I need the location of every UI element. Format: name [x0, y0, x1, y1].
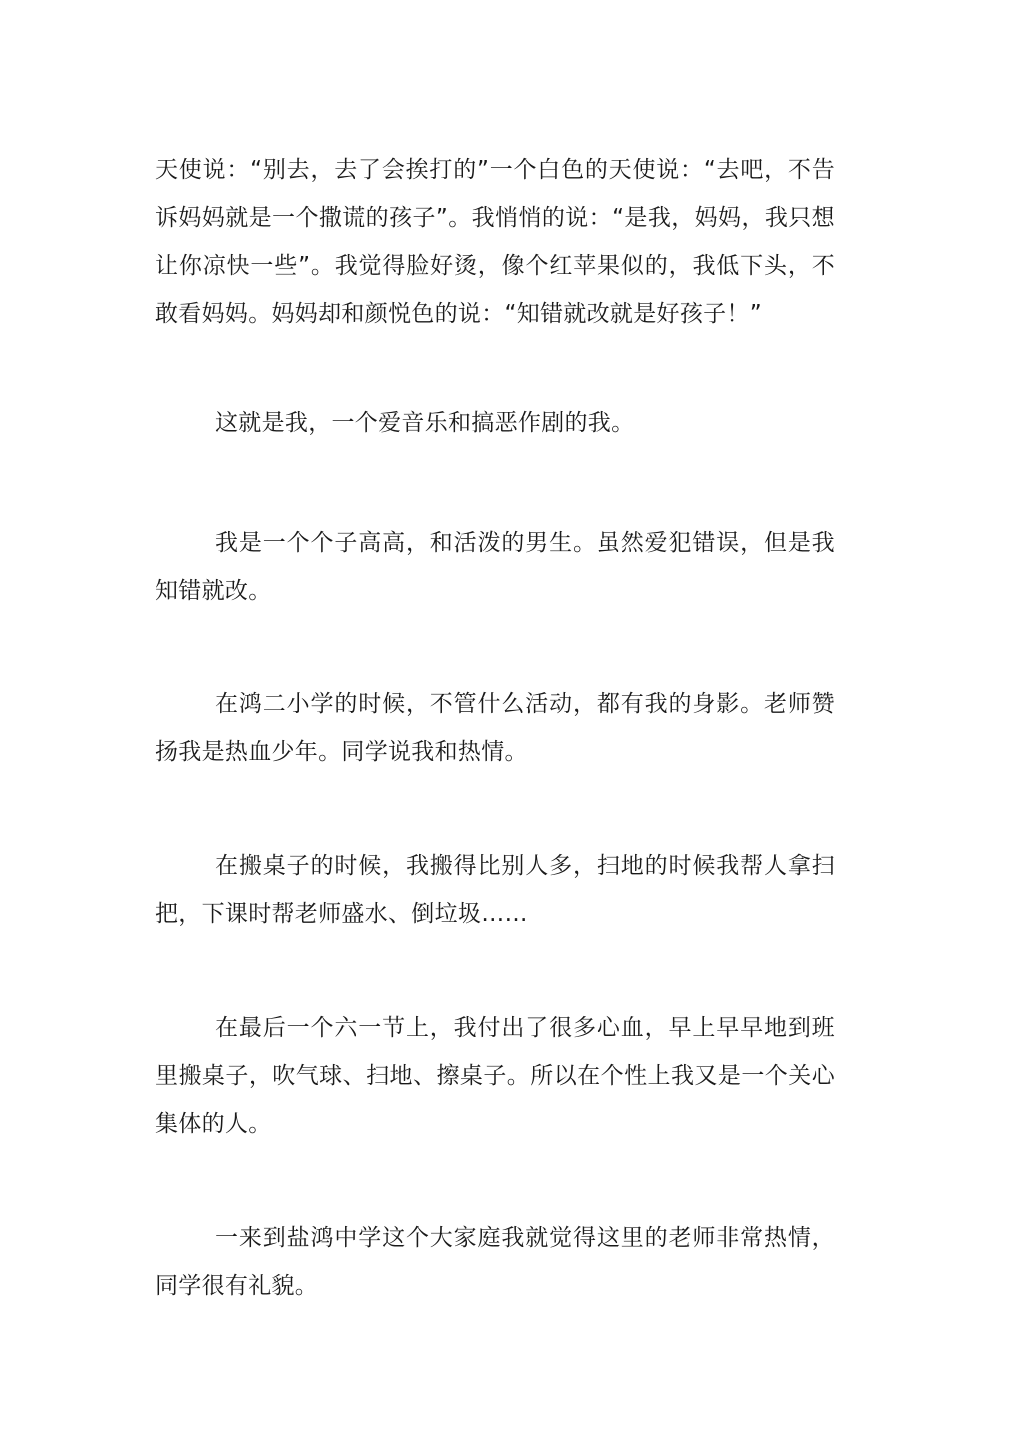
paragraph: 一来到盐鸿中学这个大家庭我就觉得这里的老师非常热情，同学很有礼貌。: [155, 1225, 835, 1299]
paragraph: 在鸿二小学的时候，不管什么活动，都有我的身影。老师赞扬我是热血少年。同学说我和热情。: [155, 691, 835, 765]
paragraph: 在最后一个六一节上，我付出了很多心血，早上早早地到班里搬桌子，吹气球、扫地、擦桌子。所以在个性上我又是一个关心集体的人。: [155, 1015, 835, 1137]
paragraph-continued: 天使说：“别去，去了会挨打的”一个白色的天使说：“去吧，不告诉妈妈就是一个撒谎的孩子”。我悄悄的说：“是我，妈妈，我只想让你凉快一些”。我觉得脸好烫，像个红苹果似的，我低下头，不敢看妈妈。妈妈却和颜悦色的说：“知错就改就是好孩子！”: [155, 157, 835, 327]
paragraph: 这就是我，一个爱音乐和搞恶作剧的我。: [215, 410, 635, 436]
paragraph: 我是一个个子高高，和活泼的男生。虽然爱犯错误，但是我知错就改。: [155, 530, 835, 604]
paragraph: 在搬桌子的时候，我搬得比别人多，扫地的时候我帮人拿扫把，下课时帮老师盛水、倒垃圾……: [155, 853, 835, 927]
